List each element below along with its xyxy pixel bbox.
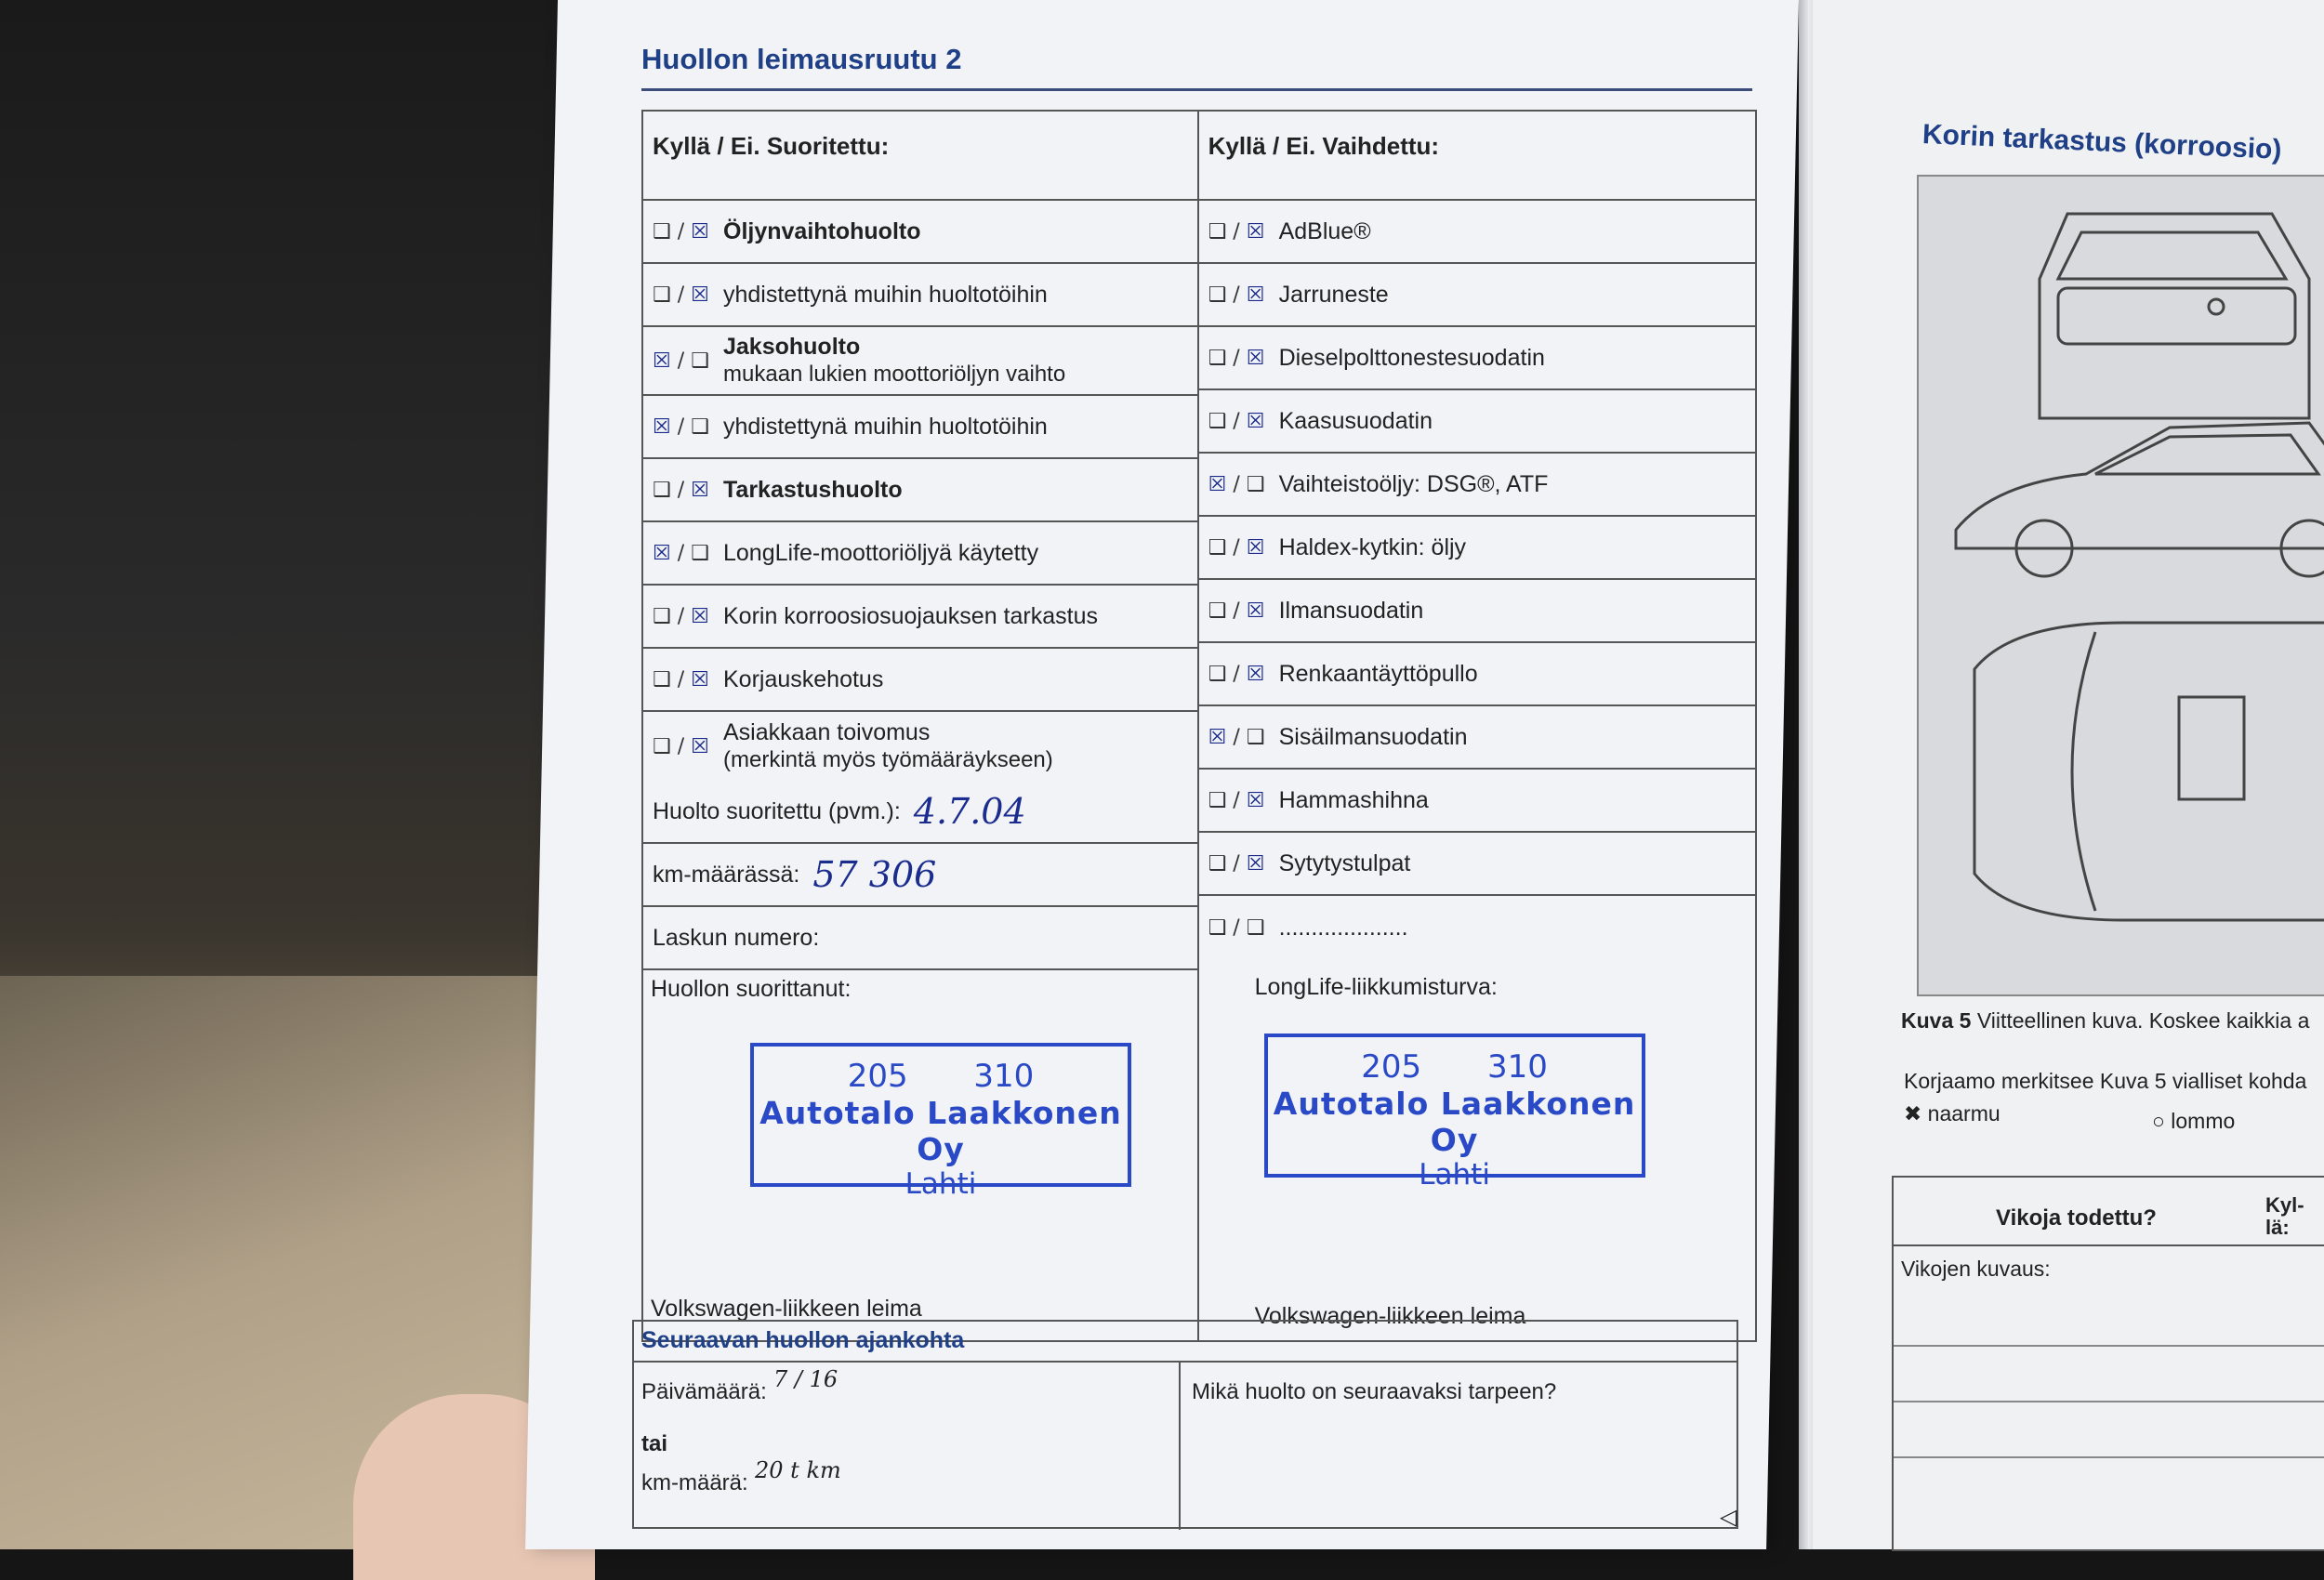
right-checklist [1198, 200, 1756, 1341]
left-item-label: yhdistettynä muihin huoltotöihin [723, 414, 1048, 440]
stamp-numbers: 205 310 [1361, 1048, 1548, 1086]
right-item-label: Sytytystulpat [1278, 850, 1411, 876]
checkbox-pair[interactable]: ❑ / ☒ [653, 283, 709, 307]
checkbox-pair[interactable]: ☒ / ❑ [1208, 472, 1265, 496]
left-item-label: Jaksohuolto [723, 334, 861, 360]
checkbox-pair[interactable]: ❑ / ☒ [1208, 346, 1265, 370]
left-item-label: Korjauskehotus [723, 666, 884, 692]
right-item-label: Jarruneste [1278, 282, 1389, 308]
stamp-name: Autotalo Laakkonen Oy [759, 1095, 1122, 1167]
car-diagram [1917, 175, 2324, 996]
left-item [643, 586, 1197, 649]
left-item-label: yhdistettynä muihin huoltotöihin [723, 282, 1048, 308]
checkbox-pair[interactable]: ❑ / ☒ [653, 604, 709, 628]
title-rule [641, 88, 1752, 91]
page-arrow-icon: ◁ [1720, 1505, 1737, 1530]
left-item [643, 264, 1197, 327]
page-title: Huollon leimausruutu 2 [641, 43, 962, 75]
checkbox-pair[interactable]: ❑ / ☒ [653, 478, 709, 502]
checkbox-pair[interactable]: ☒ / ❑ [653, 349, 709, 373]
right-item-label: Kaasusuodatin [1278, 408, 1433, 434]
yes-label: Kyl- lä: [2265, 1193, 2304, 1239]
right-item [1199, 833, 1755, 896]
left-item-label: Öljynvaihtohuolto [723, 218, 921, 244]
dealer-stamp-2 [1264, 1034, 1645, 1192]
service-date-label: Huolto suoritettu (pvm.): [653, 797, 901, 824]
km-row [643, 844, 1197, 907]
checkbox-pair[interactable]: ☒ / ❑ [653, 415, 709, 439]
next-service-box [632, 1320, 1738, 1529]
left-column-header: Kyllä / Ei. Suoritettu: [642, 111, 1198, 200]
left-checklist [642, 200, 1198, 1341]
right-item [1199, 264, 1755, 327]
km-value[interactable]: 57 306 [812, 854, 937, 895]
right-item [1199, 454, 1755, 517]
checkbox-pair[interactable]: ❑ / ☒ [1208, 662, 1265, 686]
checkbox-pair[interactable]: ☒ / ❑ [653, 541, 709, 565]
next-service-title: Seuraavan huollon ajankohta [641, 1327, 965, 1353]
figure-caption-text: Viitteellinen kuva. Koskee kaikkia a [1976, 1008, 2310, 1033]
right-item [1199, 643, 1755, 706]
right-item-label: Sisäilmansuodatin [1278, 724, 1468, 750]
km-label: km-määrässä: [653, 861, 800, 888]
dealer-stamp [750, 1043, 1131, 1201]
car-side-view [1956, 423, 2324, 548]
stamp-caption: Volkswagen-liikkeen leima [1254, 1303, 1526, 1329]
stamp-city: Lahti [1419, 1158, 1490, 1192]
left-item-label: Tarkastushuolto [723, 477, 903, 503]
left-item [643, 201, 1197, 264]
left-item-label: Korin korroosiosuojauksen tarkastus [723, 603, 1098, 629]
right-item-label: Renkaantäyttöpullo [1278, 661, 1478, 687]
checkbox-pair[interactable]: ❑ / ☒ [653, 667, 709, 691]
checkbox-pair[interactable]: ❑ / ❑ [1208, 915, 1265, 940]
service-stamp-table [641, 110, 1757, 1342]
next-date-value[interactable]: 7 / 16 [773, 1366, 838, 1392]
legend-dent: ○ lommo [2152, 1109, 2236, 1133]
left-item-label: LongLife-moottoriöljyä käytetty [723, 540, 1039, 566]
stamp-name: Autotalo Laakkonen Oy [1273, 1086, 1636, 1158]
left-item [643, 327, 1197, 396]
left-item [643, 522, 1197, 586]
checkbox-pair[interactable]: ❑ / ☒ [1208, 788, 1265, 812]
left-item [643, 396, 1197, 459]
right-item-label: Dieselpolttonestesuodatin [1278, 345, 1545, 371]
left-item [643, 459, 1197, 522]
figure-caption-bold: Kuva 5 [1901, 1008, 1972, 1033]
right-item [1199, 770, 1755, 833]
right-item-label: Hammashihna [1278, 787, 1429, 813]
right-item [1199, 517, 1755, 580]
stamp-city: Lahti [905, 1167, 977, 1201]
right-item [1199, 390, 1755, 454]
right-item-label: Vaihteistoöljy: DSG®, ATF [1278, 471, 1549, 497]
checkbox-pair[interactable]: ❑ / ☒ [1208, 599, 1265, 623]
left-item-label: Asiakkaan toivomus [723, 719, 931, 745]
next-km-value[interactable]: 20 t km [755, 1457, 841, 1483]
legend-scratch: ✖ naarmu [1904, 1101, 2000, 1126]
checkbox-pair[interactable]: ❑ / ☒ [1208, 535, 1265, 560]
invoice-label: Laskun numero: [653, 924, 820, 951]
right-item-label: .................... [1278, 915, 1408, 941]
checkbox-pair[interactable]: ❑ / ☒ [653, 219, 709, 244]
right-column-header: Kyllä / Ei. Vaihdettu: [1198, 111, 1756, 200]
service-date-value[interactable]: 4.7.04 [913, 791, 1026, 832]
right-page-title: Korin tarkastus (korroosio) [1921, 119, 2283, 165]
left-stamp-cell [643, 970, 1197, 1333]
or-label: tai [641, 1431, 668, 1456]
right-item [1199, 201, 1755, 264]
left-item [643, 649, 1197, 712]
next-service-question: Mikä huolto on seuraavaksi tarpeen? [1192, 1379, 1557, 1404]
checkbox-pair[interactable]: ❑ / ☒ [1208, 283, 1265, 307]
next-date-label: Päivämäärä: [641, 1379, 767, 1404]
right-item-label: AdBlue® [1278, 218, 1371, 244]
right-item-label: Haldex-kytkin: öljy [1278, 534, 1467, 560]
defects-description-label: Vikojen kuvaus: [1901, 1257, 2051, 1281]
right-stamp-cell [1199, 959, 1755, 1340]
right-item [1199, 327, 1755, 390]
right-item [1199, 580, 1755, 643]
stamp-numbers: 205 310 [847, 1058, 1035, 1095]
divider [1179, 1363, 1181, 1530]
invoice-row [643, 907, 1197, 970]
car-rear-view [2040, 214, 2309, 418]
checkbox-pair[interactable]: ☒ / ❑ [1208, 725, 1265, 749]
checkbox-pair[interactable]: ❑ / ☒ [653, 734, 709, 758]
repair-note: Korjaamo merkitsee Kuva 5 vialliset kohda [1904, 1069, 2307, 1093]
divider [634, 1361, 1736, 1363]
left-item [643, 712, 1197, 781]
figure-caption [1901, 1008, 2309, 1034]
defects-header: Vikoja todettu? [1996, 1205, 2157, 1231]
right-item [1199, 896, 1755, 959]
right-item [1199, 706, 1755, 770]
checkbox-pair[interactable]: ❑ / ☒ [1208, 851, 1265, 876]
defects-table [1892, 1176, 2324, 1551]
right-item-label: Ilmansuodatin [1278, 598, 1424, 624]
checkbox-pair[interactable]: ❑ / ☒ [1208, 219, 1265, 244]
left-item-sublabel: (merkintä myös työmääräykseen) [723, 747, 1053, 772]
next-km-label: km-määrä: [641, 1470, 748, 1495]
stamp-caption: Volkswagen-liikkeen leima [651, 1296, 922, 1322]
car-top-view [1974, 623, 2324, 920]
left-item-sublabel: mukaan lukien moottoriöljyn vaihto [723, 362, 1066, 387]
service-date-row [643, 781, 1197, 844]
longlife-label: LongLife-liikkumisturva: [1254, 974, 1498, 1000]
checkbox-pair[interactable]: ❑ / ☒ [1208, 409, 1265, 433]
performed-by-label: Huollon suorittanut: [651, 976, 852, 1002]
